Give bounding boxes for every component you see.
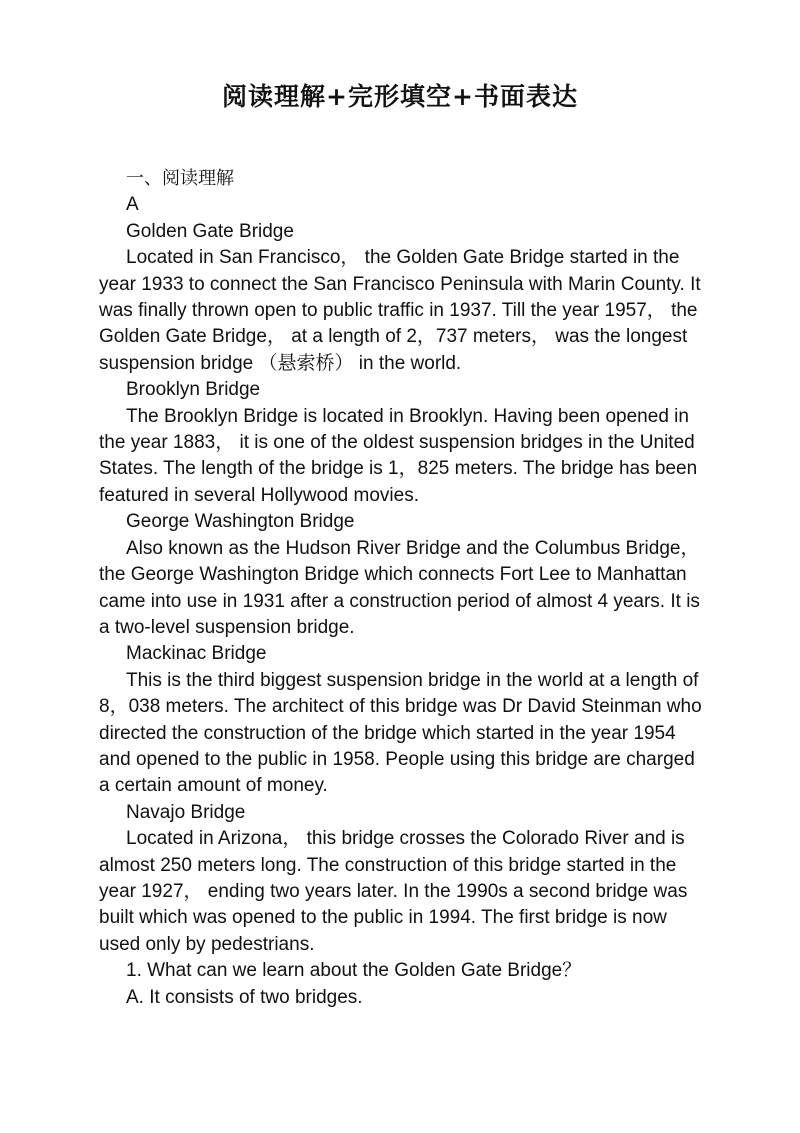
bridge-heading: Brooklyn Bridge bbox=[126, 379, 261, 401]
page-title: 阅读理解+完形填空+书面表达 bbox=[222, 82, 578, 111]
bridge-paragraph: The Brooklyn Bridge is located in Brooklyn. Having been opened in the year 1883， it is one of the oldest suspension bridges in the United States. The length of the bridge is 1，825 meters. The bridge has been featured in several Hollywood movies. bbox=[99, 405, 698, 506]
document-body bbox=[99, 166, 703, 1011]
section-heading: 一、阅读理解 bbox=[126, 168, 234, 189]
bridge-heading: Golden Gate Bridge bbox=[126, 220, 294, 242]
bridge-heading: Mackinac Bridge bbox=[126, 643, 267, 665]
bridge-paragraph: This is the third biggest suspension bridge in the world at a length of 8，038 meters. The architect of this bridge was Dr David Steinman who directed the construction of the bridge which started in the year 1954 and opened to the public in 1958. People using this bridge are charged a certain amount of money. bbox=[99, 669, 702, 797]
question-text: 1. What can we learn about the Golden Gate Bridge？ bbox=[126, 960, 582, 982]
bridge-paragraph: Located in Arizona， this bridge crosses the Colorado River and is almost 250 meters long. The construction of this bridge started in the year 1927， ending two years later. In the 1990s a second bridge was built which was opened to the public in 1994. The first bridge is now used only by pedestrians. bbox=[99, 828, 688, 955]
answer-option: A. It consists of two bridges. bbox=[126, 986, 363, 1008]
bridge-heading: Navajo Bridge bbox=[126, 801, 246, 823]
bridge-paragraph: Located in San Francisco， the Golden Gate Bridge started in the year 1933 to connect the San Francisco Peninsula with Marin County. It was finally thrown open to public traffic in 1937. Till the year 1957， the Golden Gate Bridge， at a length of 2，737 meters， was the longest suspension bridge （悬索桥） in the world. bbox=[99, 247, 701, 374]
bridge-heading: George Washington Bridge bbox=[126, 511, 355, 533]
passage-label: A bbox=[126, 194, 139, 216]
bridge-paragraph: Also known as the Hudson River Bridge and the Columbus Bridge， the George Washington Bridge which connects Fort Lee to Manhattan came into use in 1931 after a construction period of almost 4 years. It is a two-level suspension bridge. bbox=[99, 537, 700, 638]
